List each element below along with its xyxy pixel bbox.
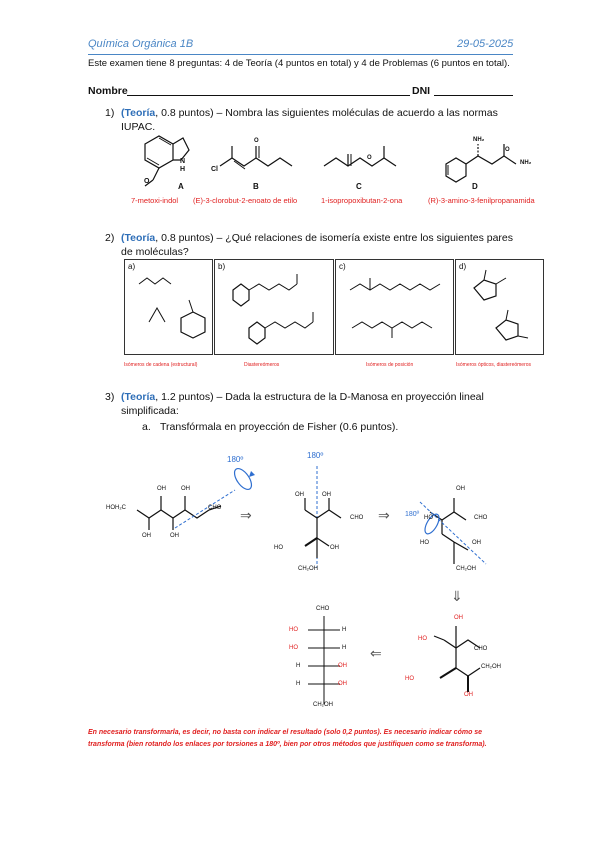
mannose-second-rotation-structure — [410, 480, 500, 576]
molecule-b-chlorine: Cl — [211, 166, 218, 173]
zigzag-hoch2: HOH₂C — [106, 505, 126, 511]
answer-panel-a: Isómeros de cadena (estructural) — [124, 362, 198, 368]
q2-tag: (Teoría — [121, 232, 156, 244]
molecule-a-oxygen: O — [144, 178, 150, 185]
molecule-b-carbonyl-o: O — [254, 138, 259, 144]
grading-note: En necesario transformarla, es decir, no basta con indicar el resultado (solo 0,2 puntos). Es necesario indicar cómo se transforma (bien rotando los enlaces por torsiones a 180º, bien por otros métodos que justifiquen como se transforma). — [88, 729, 487, 748]
q1-points: , 0.8 puntos) — [155, 107, 214, 119]
fischer-c3-left: HO — [289, 645, 298, 651]
panel-a-label: a) — [128, 262, 136, 271]
q3-text-line2: simplificada: — [121, 405, 179, 417]
zigzag-cho: CHO — [208, 505, 222, 511]
molecule-d-structure — [440, 138, 550, 190]
fischer-c5-left: H — [296, 681, 301, 687]
fischer-ch2oh: CH₂OH — [313, 702, 333, 708]
panel-b-label: b) — [218, 262, 226, 271]
q2-text-line2: de moléculas? — [121, 246, 189, 258]
q2-points: , 0.8 puntos) — [155, 232, 214, 244]
molecule-d-amide: NH₂ — [520, 160, 532, 166]
fischer-c2-left: HO — [289, 627, 298, 633]
panel-b — [214, 259, 334, 355]
course-title: Química Orgánica 1B — [88, 38, 194, 50]
transform-arrow-down: ⇓ — [451, 588, 463, 604]
dni-label: DNI — [412, 85, 431, 97]
rot-oh-1: OH — [295, 492, 304, 498]
mannose-final-zigzag-structure — [420, 618, 500, 702]
panel-d-label: d) — [459, 262, 467, 271]
q2-text: – ¿Qué relaciones de isomería existe entre los siguientes pares — [213, 232, 514, 244]
rot2-ho: HO — [424, 515, 433, 521]
answer-panel-b: Diastereómeros — [244, 362, 280, 368]
header-rule — [88, 54, 513, 55]
molecule-c-ether-o: O — [367, 155, 372, 161]
molecule-a-structure — [125, 136, 195, 194]
fischer-c5-right: OH — [338, 681, 347, 687]
answer-d: (R)-3-amino-3-fenilpropanamida — [428, 196, 535, 205]
q3a-text: Transfórmala en proyección de Fisher (0.6 puntos). — [160, 421, 399, 433]
molecule-d-carbonyl-o: O — [505, 147, 510, 153]
molecule-d-letter: D — [472, 182, 478, 191]
rot2-cho: CHO — [474, 515, 488, 521]
zigzag-oh-4: OH — [170, 533, 179, 539]
rotation-label-2: 180º — [307, 451, 324, 460]
answer-b: (E)-3-clorobut-2-enoato de etilo — [193, 196, 298, 205]
rotation-arrow-1 — [229, 465, 261, 497]
panel-a — [124, 259, 213, 355]
molecule-d-amine: NH₂ — [473, 137, 485, 143]
zigzag-oh-2: OH — [181, 486, 190, 492]
molecule-b-structure — [210, 140, 298, 180]
rot-oh-2: OH — [322, 492, 331, 498]
rotation-label-1: 180º — [227, 455, 244, 464]
rot2-ch2oh: CH₂OH — [456, 566, 476, 572]
name-field-line[interactable] — [127, 95, 410, 96]
molecule-a-letter: A — [178, 182, 184, 191]
zigzag-oh-1: OH — [157, 486, 166, 492]
q3-number: 3) — [105, 391, 115, 403]
exam-intro: Este examen tiene 8 preguntas: 4 de Teoría (4 puntos en total) y 4 de Problemas (6 puntos en total). — [88, 58, 510, 69]
zigzag-oh-3: OH — [142, 533, 151, 539]
molecule-c-structure — [320, 142, 410, 180]
rot2-ho-2: HO — [420, 540, 429, 546]
panel-c-structures — [344, 268, 454, 354]
rot-oh-3: OH — [330, 545, 339, 551]
answer-panel-d: Isómeros ópticos, diastereómeros — [456, 362, 532, 368]
panel-d-structures — [460, 266, 544, 352]
panel-d — [455, 259, 544, 355]
transform-arrow-left: ⇐ — [370, 645, 382, 661]
molecule-a-h: H — [180, 166, 186, 173]
panel-c — [335, 259, 454, 355]
answer-a: 7-metoxi-indol — [131, 196, 179, 205]
molecule-b-letter: B — [253, 182, 259, 191]
q3-statement — [121, 390, 521, 404]
q1-text: – Nombra las siguientes moléculas de acuerdo a las normas — [213, 107, 498, 119]
q3a-marker: a. — [142, 421, 151, 433]
q1-text-line2: IUPAC. — [121, 121, 156, 133]
q3-points: , 1.2 puntos) — [155, 391, 214, 403]
q1-tag: (Teoría — [121, 107, 156, 119]
rot2-oh-1: OH — [456, 486, 465, 492]
transform-arrow-2: ⇒ — [378, 507, 390, 523]
panel-a-structures — [133, 270, 213, 350]
panel-b-structures — [225, 268, 335, 354]
fischer-cho: CHO — [316, 606, 330, 612]
name-label: Nombre — [88, 85, 128, 97]
transform-arrow-1: ⇒ — [240, 507, 252, 523]
rot-ch2oh: CH₂OH — [298, 566, 318, 572]
answer-c: 1-isopropoxibutan-2-ona — [321, 196, 403, 205]
final-oh-bottom: OH — [464, 692, 473, 698]
rot-ho: HO — [274, 545, 283, 551]
q3-text: – Dada la estructura de la D-Manosa en proyección lineal — [213, 391, 484, 403]
q1-statement — [121, 106, 521, 120]
fischer-projection — [290, 610, 360, 710]
q3-tag: (Teoría — [121, 391, 156, 403]
final-cho: CHO — [474, 646, 488, 652]
fischer-c4-left: H — [296, 663, 301, 669]
rotation-label-3: 180º — [405, 511, 420, 518]
final-ho-left: HO — [418, 636, 427, 642]
final-ch2oh: CH₂OH — [481, 664, 501, 670]
exam-date: 29-05-2025 — [457, 38, 514, 50]
fischer-c2-right: H — [342, 627, 347, 633]
molecule-c-letter: C — [356, 182, 362, 191]
rot2-oh-2: OH — [472, 540, 481, 546]
answer-panel-c: Isómeros de posición — [366, 362, 414, 368]
final-ho-bottom: HO — [405, 676, 414, 682]
dni-field-line[interactable] — [434, 95, 513, 96]
q2-statement — [121, 231, 521, 245]
q1-number: 1) — [105, 107, 115, 119]
final-oh-top: OH — [454, 615, 463, 621]
molecule-a-nh: N — [180, 158, 186, 165]
rot-cho: CHO — [350, 515, 364, 521]
panel-c-label: c) — [339, 262, 346, 271]
fischer-c3-right: H — [342, 645, 347, 651]
fischer-c4-right: OH — [338, 663, 347, 669]
q2-number: 2) — [105, 232, 115, 244]
